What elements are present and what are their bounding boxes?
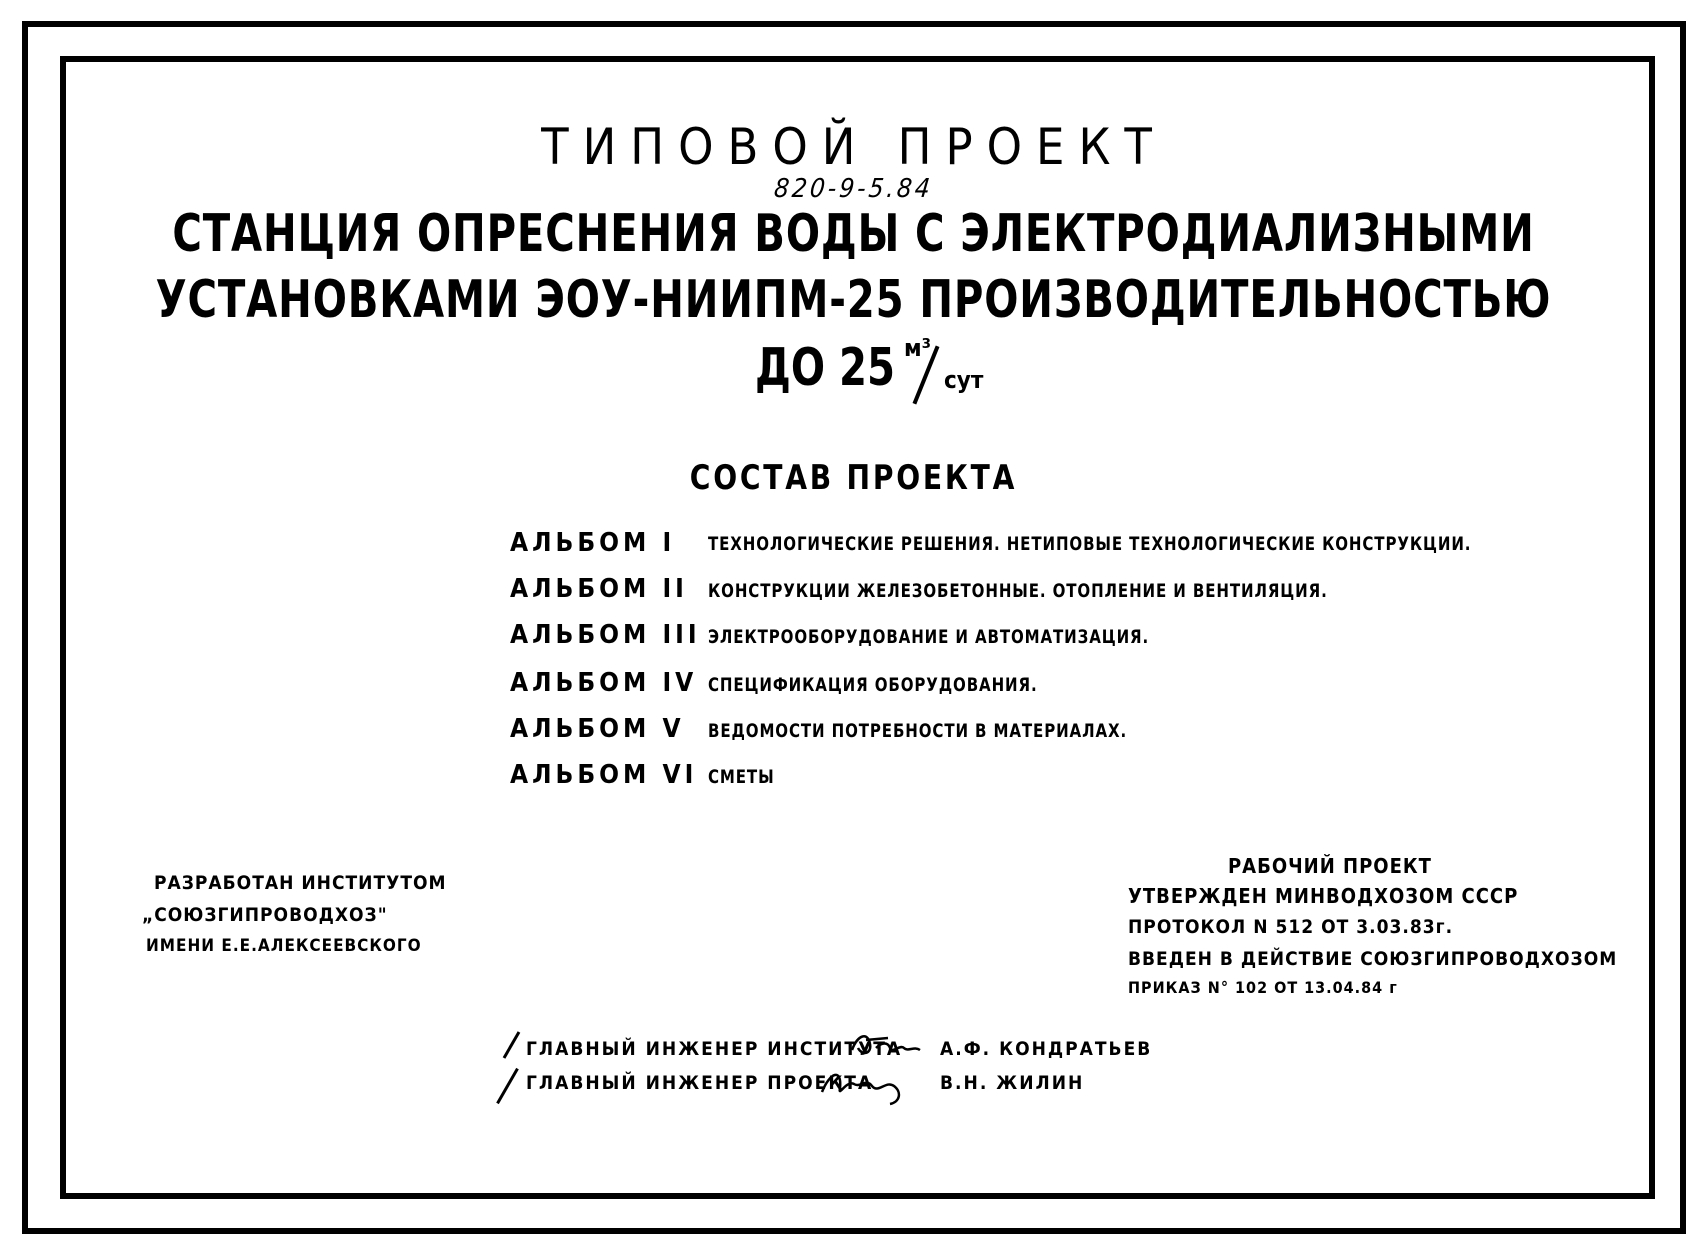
album-label: АЛЬБОМ III	[510, 620, 701, 650]
album-description: ВЕДОМОСТИ ПОТРЕБНОСТИ В МАТЕРИАЛАХ.	[708, 720, 1128, 742]
approval-line-1: РАБОЧИЙ ПРОЕКТ	[1228, 854, 1432, 878]
title-line-2: УСТАНОВКАМИ ЭОУ-НИИПМ-25 ПРОИЗВОДИТЕЛЬНОСТЬЮ	[155, 270, 1552, 330]
album-label: АЛЬБОМ II	[510, 574, 688, 604]
album-description: СПЕЦИФИКАЦИЯ ОБОРУДОВАНИЯ.	[708, 674, 1038, 696]
document-type-label: ТИПОВОЙ ПРОЕКТ	[541, 118, 1166, 176]
signature-scribble-icon	[816, 1062, 912, 1108]
album-label: АЛЬБОМ I	[510, 528, 676, 558]
album-label: АЛЬБОМ V	[510, 714, 685, 744]
approval-line-3: ПРОТОКОЛ N 512 ОТ 3.03.83г.	[1128, 916, 1454, 938]
signature-name-2: В.Н. ЖИЛИН	[940, 1072, 1085, 1094]
approval-line-5: ПРИКАЗ N° 102 ОТ 13.04.84 г	[1128, 978, 1398, 997]
project-number: 820-9-5.84	[772, 174, 935, 204]
approval-line-2: УТВЕРЖДЕН МИНВОДХОЗОМ СССР	[1128, 884, 1519, 908]
signature-name-1: А.Ф. КОНДРАТЬЕВ	[940, 1038, 1153, 1060]
signature-role-1: ГЛАВНЫЙ ИНЖЕНЕР ИНСТИТУТА	[526, 1038, 903, 1060]
album-description: КОНСТРУКЦИИ ЖЕЛЕЗОБЕТОННЫЕ. ОТОПЛЕНИЕ И ВЕНТИЛЯЦИЯ.	[708, 580, 1328, 602]
signature-role-2: ГЛАВНЫЙ ИНЖЕНЕР ПРОЕКТА	[526, 1072, 874, 1094]
album-description: СМЕТЫ	[708, 766, 775, 788]
title-line-1: СТАНЦИЯ ОПРЕСНЕНИЯ ВОДЫ С ЭЛЕКТРОДИАЛИЗНЫМИ	[172, 204, 1535, 264]
signature-scribble-icon	[848, 1028, 928, 1062]
album-label: АЛЬБОМ VI	[510, 760, 698, 790]
developer-line-1: РАЗРАБОТАН ИНСТИТУТОМ	[154, 872, 447, 894]
capacity-unit-denominator: сут	[944, 366, 984, 394]
capacity-unit-numerator: м³	[904, 334, 932, 362]
album-description: ТЕХНОЛОГИЧЕСКИЕ РЕШЕНИЯ. НЕТИПОВЫЕ ТЕХНОЛОГИЧЕСКИЕ КОНСТРУКЦИИ.	[708, 533, 1472, 555]
approval-line-4: ВВЕДЕН В ДЕЙСТВИЕ СОЮЗГИПРОВОДХОЗОМ	[1128, 948, 1618, 970]
album-label: АЛЬБОМ IV	[510, 668, 698, 698]
album-description: ЭЛЕКТРООБОРУДОВАНИЕ И АВТОМАТИЗАЦИЯ.	[708, 626, 1150, 648]
composition-title: СОСТАВ ПРОЕКТА	[689, 458, 1018, 498]
capacity-value: ДО 25	[755, 338, 896, 398]
developer-line-2: „СОЮЗГИПРОВОДХОЗ"	[142, 904, 388, 926]
developer-line-3: ИМЕНИ Е.Е.АЛЕКСЕЕВСКОГО	[146, 936, 422, 956]
